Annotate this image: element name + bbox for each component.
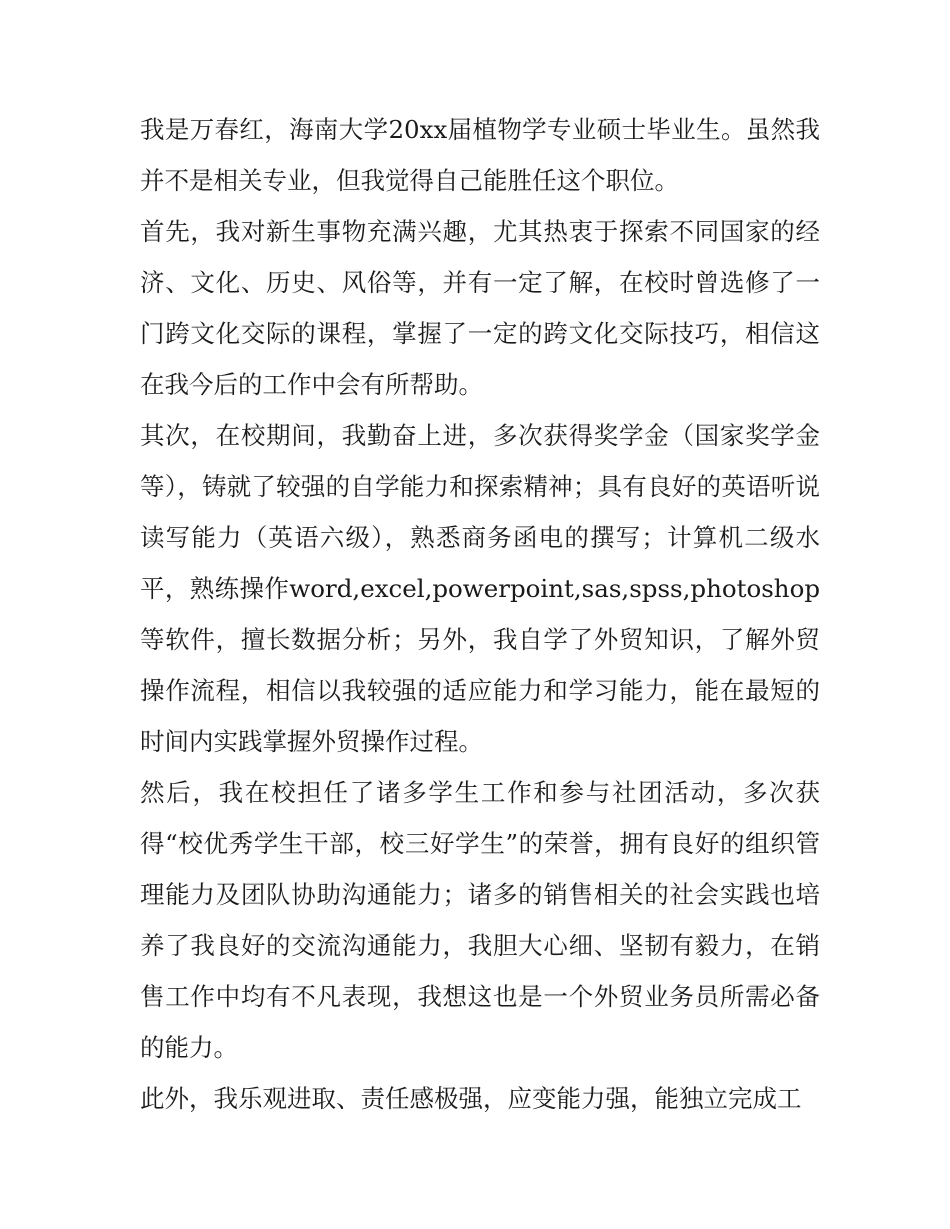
paragraph-interests: 首先，我对新生事物充满兴趣，尤其热衷于探索不同国家的经济、文化、历史、风俗等，并有一定了解，在校时曾选修了一门跨文化交际的课程，掌握了一定的跨文化交际技巧，相信这在我今后的工作中会有所帮助。 [140,217,820,399]
paragraph-activities: 然后，我在校担任了诸多学生工作和参与社团活动，多次获得“校优秀学生干部，校三好学生”的荣誉，拥有良好的组织管理能力及团队协助沟通能力；诸多的销售相关的社会实践也培养了我良好的交流沟通能力，我胆大心细、坚韧有毅力，在销售工作中均有不凡表现，我想这也是一个外贸业务员所需必备的能力。 [140,778,820,1062]
document-body [140,104,820,1124]
paragraph-personality: 此外，我乐观进取、责任感极强，应变能力强，能独立完成工 [140,1084,802,1113]
paragraph-skills: 其次，在校期间，我勤奋上进，多次获得奖学金（国家奖学金等），铸就了较强的自学能力和探索精神；具有良好的英语听说读写能力（英语六级），熟悉商务函电的撰写；计算机二级水平，熟练操作word,excel,powerpoint,sas,spss,photoshop等软件，擅长数据分析；另外，我自学了外贸知识，了解外贸操作流程，相信以我较强的适应能力和学习能力，能在最短的时间内实践掌握外贸操作过程。 [140,421,820,756]
paragraph-intro: 我是万春红，海南大学20xx届植物学专业硕士毕业生。虽然我并不是相关专业，但我觉得自己能胜任这个职位。 [140,115,820,195]
